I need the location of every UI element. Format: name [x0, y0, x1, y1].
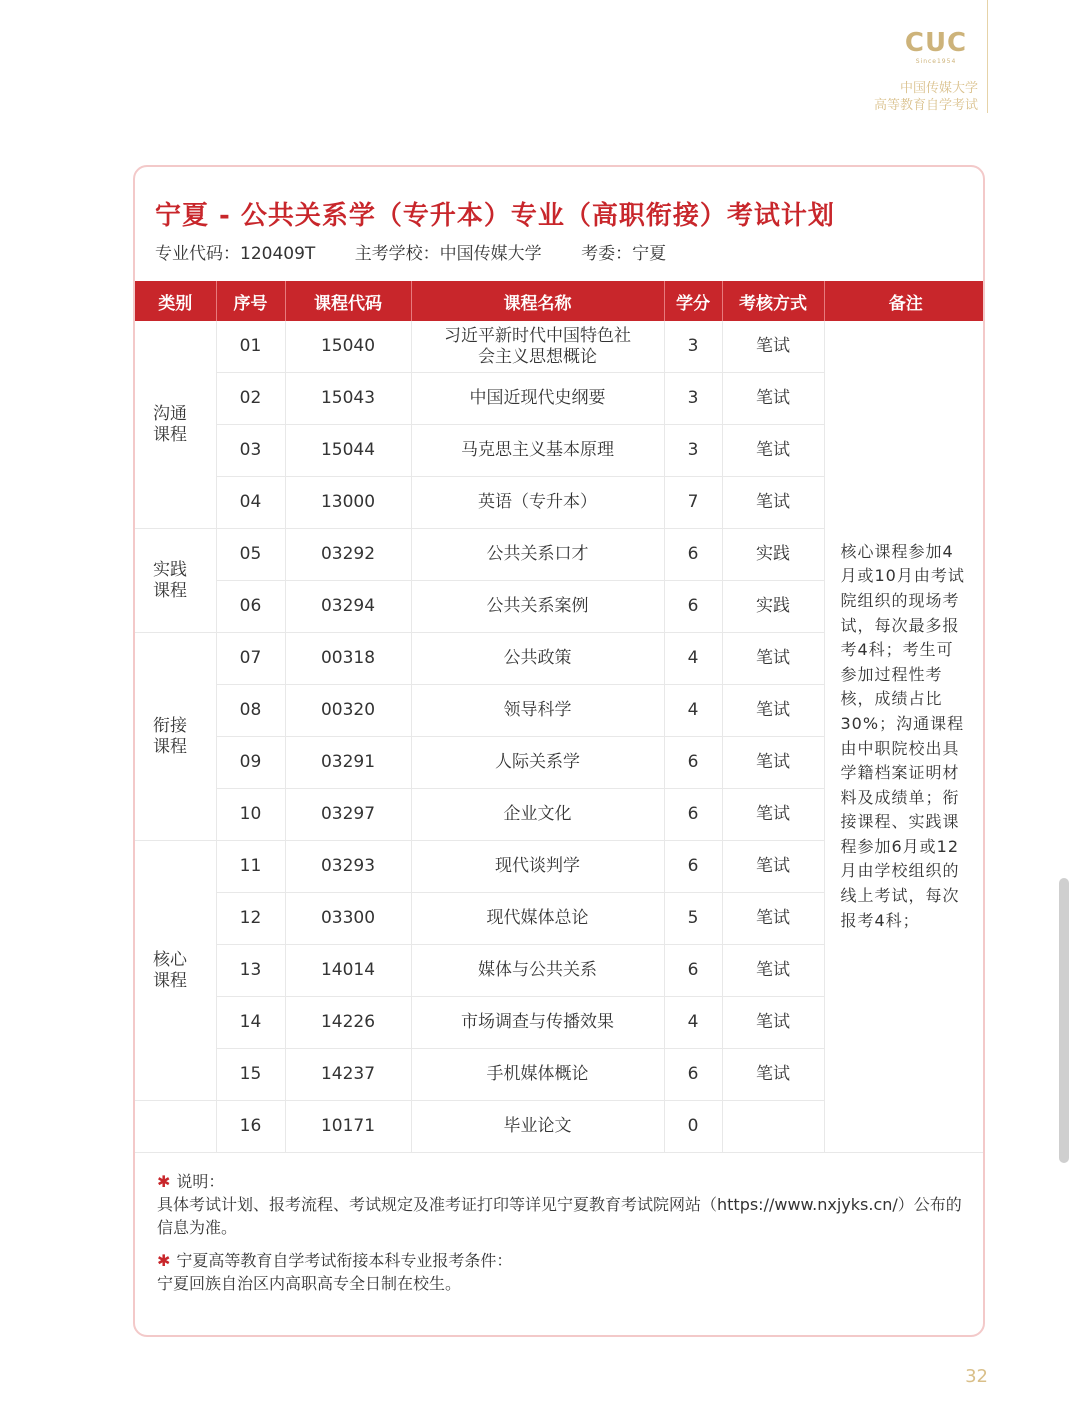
cell-name: 马克思主义基本原理 — [411, 425, 664, 477]
cell-code: 15040 — [285, 321, 411, 373]
cell-no: 10 — [216, 789, 285, 841]
cell-mode: 笔试 — [722, 841, 824, 893]
cell-code: 14226 — [285, 997, 411, 1049]
star-icon: ✱ — [157, 1251, 171, 1270]
cell-name: 市场调查与传播效果 — [411, 997, 664, 1049]
cell-credit: 3 — [664, 425, 722, 477]
cell-code: 10171 — [285, 1101, 411, 1153]
major-code: 专业代码：120409T — [155, 244, 316, 264]
category-cell — [135, 841, 216, 1101]
header-note: 备注 — [824, 281, 985, 321]
star-icon: ✱ — [157, 1172, 171, 1191]
cell-name: 英语（专升本） — [411, 477, 664, 529]
cell-credit: 4 — [664, 685, 722, 737]
cell-code: 00320 — [285, 685, 411, 737]
cell-mode: 笔试 — [722, 789, 824, 841]
header-code: 课程代码 — [285, 281, 411, 321]
cell-credit: 6 — [664, 737, 722, 789]
explanation — [157, 1170, 967, 1305]
cell-code: 03293 — [285, 841, 411, 893]
cell-no: 12 — [216, 893, 285, 945]
cell-credit: 7 — [664, 477, 722, 529]
cell-credit: 4 — [664, 633, 722, 685]
cell-name: 现代谈判学 — [411, 841, 664, 893]
category-cell — [135, 529, 216, 633]
cell-credit: 6 — [664, 1049, 722, 1101]
cell-credit: 3 — [664, 321, 722, 373]
category-cell — [135, 633, 216, 841]
explanation-head — [157, 1170, 967, 1193]
cell-name — [411, 321, 664, 373]
cell-mode: 笔试 — [722, 321, 824, 373]
cell-code: 03291 — [285, 737, 411, 789]
main-school: 主考学校：中国传媒大学 — [354, 244, 542, 264]
cell-name: 公共关系案例 — [411, 581, 664, 633]
cell-no: 05 — [216, 529, 285, 581]
cell-code: 15044 — [285, 425, 411, 477]
cell-no: 16 — [216, 1101, 285, 1153]
cell-credit: 0 — [664, 1101, 722, 1153]
category-label: 沟通课程 — [153, 403, 187, 445]
category-cell — [135, 321, 216, 529]
cell-name: 人际关系学 — [411, 737, 664, 789]
category-cell — [135, 1101, 216, 1153]
category-label: 衔接课程 — [153, 715, 187, 757]
cell-no: 14 — [216, 997, 285, 1049]
cell-name: 企业文化 — [411, 789, 664, 841]
cell-no: 07 — [216, 633, 285, 685]
cell-code: 03292 — [285, 529, 411, 581]
explanation-title: 说明： — [176, 1172, 225, 1191]
brand-line1: 中国传媒大学 — [899, 81, 978, 96]
cell-mode: 笔试 — [722, 633, 824, 685]
page-title: 宁夏 - 公共关系学（专升本）专业（高职衔接）考试计划 — [155, 201, 835, 231]
cell-no: 03 — [216, 425, 285, 477]
cell-name: 毕业论文 — [411, 1101, 664, 1153]
cell-code: 03294 — [285, 581, 411, 633]
cell-code: 14014 — [285, 945, 411, 997]
cell-credit: 5 — [664, 893, 722, 945]
cell-code: 13000 — [285, 477, 411, 529]
cell-code: 14237 — [285, 1049, 411, 1101]
explanation-body: 具体考试计划、报考流程、考试规定及准考证打印等详见宁夏教育考试院网站（https://www.nxjyks.cn/）公布的信息为准。 — [157, 1195, 962, 1237]
cell-code: 00318 — [285, 633, 411, 685]
exam-plan-card — [133, 165, 985, 1337]
cell-no: 06 — [216, 581, 285, 633]
cell-code: 03300 — [285, 893, 411, 945]
cell-credit: 6 — [664, 841, 722, 893]
cell-name: 手机媒体概论 — [411, 1049, 664, 1101]
cell-mode: 笔试 — [722, 373, 824, 425]
cell-name: 媒体与公共关系 — [411, 945, 664, 997]
cell-mode — [722, 1101, 824, 1153]
condition-title: 宁夏高等教育自学考试衔接本科专业报考条件： — [176, 1251, 513, 1270]
cell-mode: 笔试 — [722, 425, 824, 477]
header-mode: 考核方式 — [722, 281, 824, 321]
cell-mode: 笔试 — [722, 737, 824, 789]
explanation-block — [157, 1170, 967, 1239]
category-label: 核心课程 — [153, 949, 187, 991]
header-category: 类别 — [135, 281, 216, 321]
cell-name: 现代媒体总论 — [411, 893, 664, 945]
cell-name: 领导科学 — [411, 685, 664, 737]
header-no: 序号 — [216, 281, 285, 321]
cell-credit: 6 — [664, 789, 722, 841]
condition-head — [157, 1249, 967, 1272]
cell-code: 15043 — [285, 373, 411, 425]
cell-mode: 笔试 — [722, 893, 824, 945]
cell-mode: 笔试 — [722, 945, 824, 997]
cell-credit: 3 — [664, 373, 722, 425]
brand-divider — [987, 0, 988, 113]
brand-text — [874, 80, 978, 114]
cell-mode: 笔试 — [722, 477, 824, 529]
logo-mark: CUC — [904, 28, 968, 58]
condition-block — [157, 1249, 967, 1295]
cell-no: 01 — [216, 321, 285, 373]
logo-since: Since1954 — [915, 58, 957, 65]
cell-mode: 笔试 — [722, 1049, 824, 1101]
cell-code: 03297 — [285, 789, 411, 841]
header-name: 课程名称 — [411, 281, 664, 321]
cell-mode: 实践 — [722, 581, 824, 633]
major-meta — [155, 239, 700, 264]
exam-committee: 考委：宁夏 — [581, 244, 667, 264]
cell-no: 13 — [216, 945, 285, 997]
cell-no: 02 — [216, 373, 285, 425]
cell-name: 中国近现代史纲要 — [411, 373, 664, 425]
cell-mode: 笔试 — [722, 685, 824, 737]
cell-mode: 实践 — [722, 529, 824, 581]
cell-credit: 6 — [664, 945, 722, 997]
table-row — [135, 321, 985, 373]
exam-plan-table — [135, 281, 985, 1153]
scrollbar[interactable] — [1059, 878, 1069, 1163]
note-cell: 核心课程参加4月或10月由考试院组织的现场考试，每次最多报考4科；考生可参加过程性考核，成绩占比30%；沟通课程由中职院校出具学籍档案证明材料及成绩单；衔接课程、实践课程参加6月或12月由学校组织的线上考试，每次报考4科； — [824, 321, 985, 1153]
category-label: 实践课程 — [153, 559, 187, 601]
brand-line2: 高等教育自学考试 — [873, 98, 978, 113]
cell-mode: 笔试 — [722, 997, 824, 1049]
condition-body: 宁夏回族自治区内高职高专全日制在校生。 — [157, 1274, 462, 1293]
cell-name: 公共关系口才 — [411, 529, 664, 581]
cuc-logo — [896, 28, 976, 66]
course-name: 习近平新时代中国特色社会主义思想概论 — [444, 325, 631, 367]
cell-no: 11 — [216, 841, 285, 893]
cell-no: 08 — [216, 685, 285, 737]
cell-no: 15 — [216, 1049, 285, 1101]
header-credit: 学分 — [664, 281, 722, 321]
cell-credit: 6 — [664, 581, 722, 633]
cell-no: 04 — [216, 477, 285, 529]
cell-name: 公共政策 — [411, 633, 664, 685]
cell-no: 09 — [216, 737, 285, 789]
cell-credit: 4 — [664, 997, 722, 1049]
table-header-row — [135, 281, 985, 321]
cell-credit: 6 — [664, 529, 722, 581]
page-number: 32 — [965, 1366, 988, 1387]
